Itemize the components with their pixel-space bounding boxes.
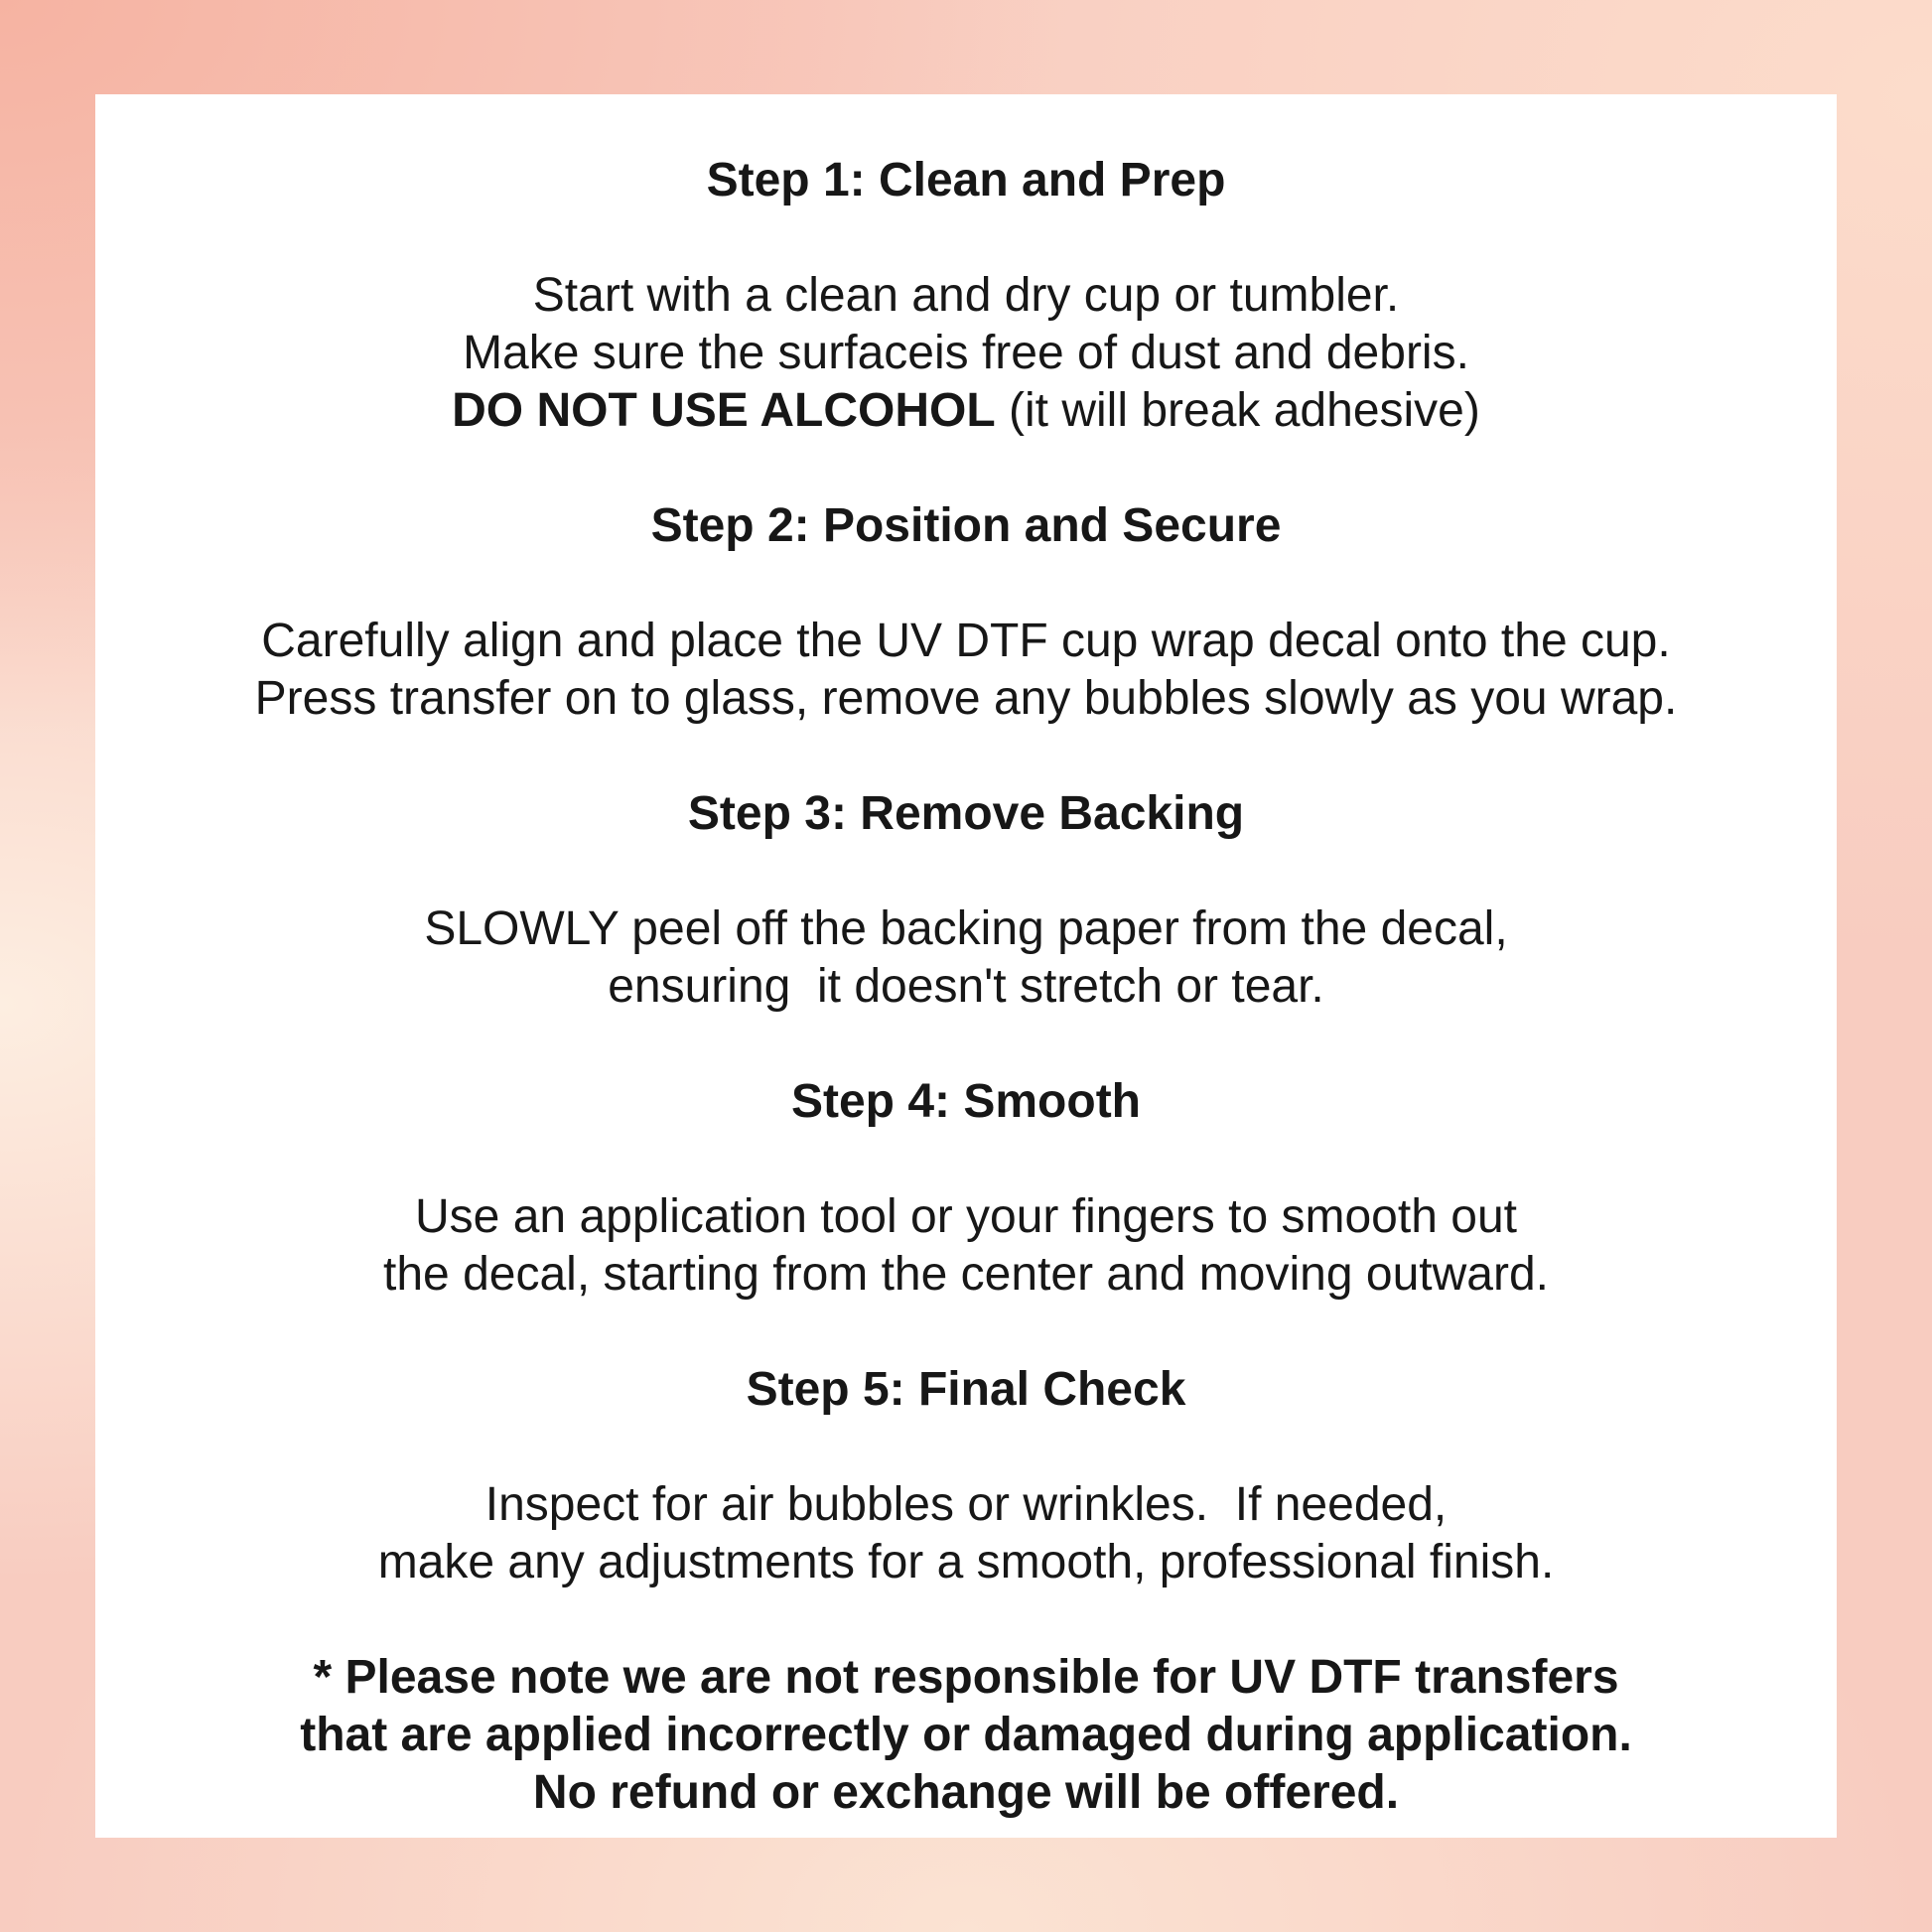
text-line: Inspect for air bubbles or wrinkles. If needed,: [484, 1478, 1448, 1531]
liability-disclaimer: [95, 1649, 1837, 1822]
text-line: make any adjustments for a smooth, professional finish.: [377, 1536, 1555, 1588]
text-line: Carefully align and place the UV DTF cup wrap decal onto the cup.: [261, 615, 1671, 667]
step-3-heading: Step 3: Remove Backing: [687, 787, 1245, 840]
text-line: SLOWLY peel off the backing paper from the decal,: [424, 902, 1508, 955]
step-1-body: [95, 267, 1837, 440]
text-line: Press transfer on to glass, remove any bubbles slowly as you wrap.: [254, 672, 1678, 725]
step-5-body: [95, 1476, 1837, 1591]
text-line: ensuring it doesn't stretch or tear.: [608, 960, 1324, 1013]
instruction-card: [95, 94, 1837, 1838]
alcohol-warning-rest-text: (it will break adhesive): [995, 384, 1480, 437]
step-4-body: [95, 1188, 1837, 1304]
step-5-heading: Step 5: Final Check: [746, 1363, 1186, 1416]
disclaimer-line: * Please note we are not responsible for UV DTF transfers: [313, 1651, 1619, 1704]
step-3-body: [95, 900, 1837, 1016]
text-line: Make sure the surfaceis free of dust and debris.: [463, 327, 1469, 379]
text-line: Start with a clean and dry cup or tumbler.: [532, 269, 1400, 322]
alcohol-warning-bold-text: DO NOT USE ALCOHOL: [452, 384, 996, 437]
step-2-heading: Step 2: Position and Secure: [650, 499, 1282, 552]
disclaimer-line: that are applied incorrectly or damaged during application.: [300, 1709, 1632, 1761]
alcohol-warning-line: [95, 382, 1837, 440]
step-1-heading: Step 1: Clean and Prep: [706, 154, 1226, 207]
step-4-heading: Step 4: Smooth: [790, 1075, 1141, 1128]
text-line: Use an application tool or your fingers to smooth out: [415, 1190, 1517, 1243]
step-2-body: [95, 613, 1837, 728]
disclaimer-line: No refund or exchange will be offered.: [532, 1766, 1400, 1819]
text-line: the decal, starting from the center and moving outward.: [383, 1248, 1549, 1301]
